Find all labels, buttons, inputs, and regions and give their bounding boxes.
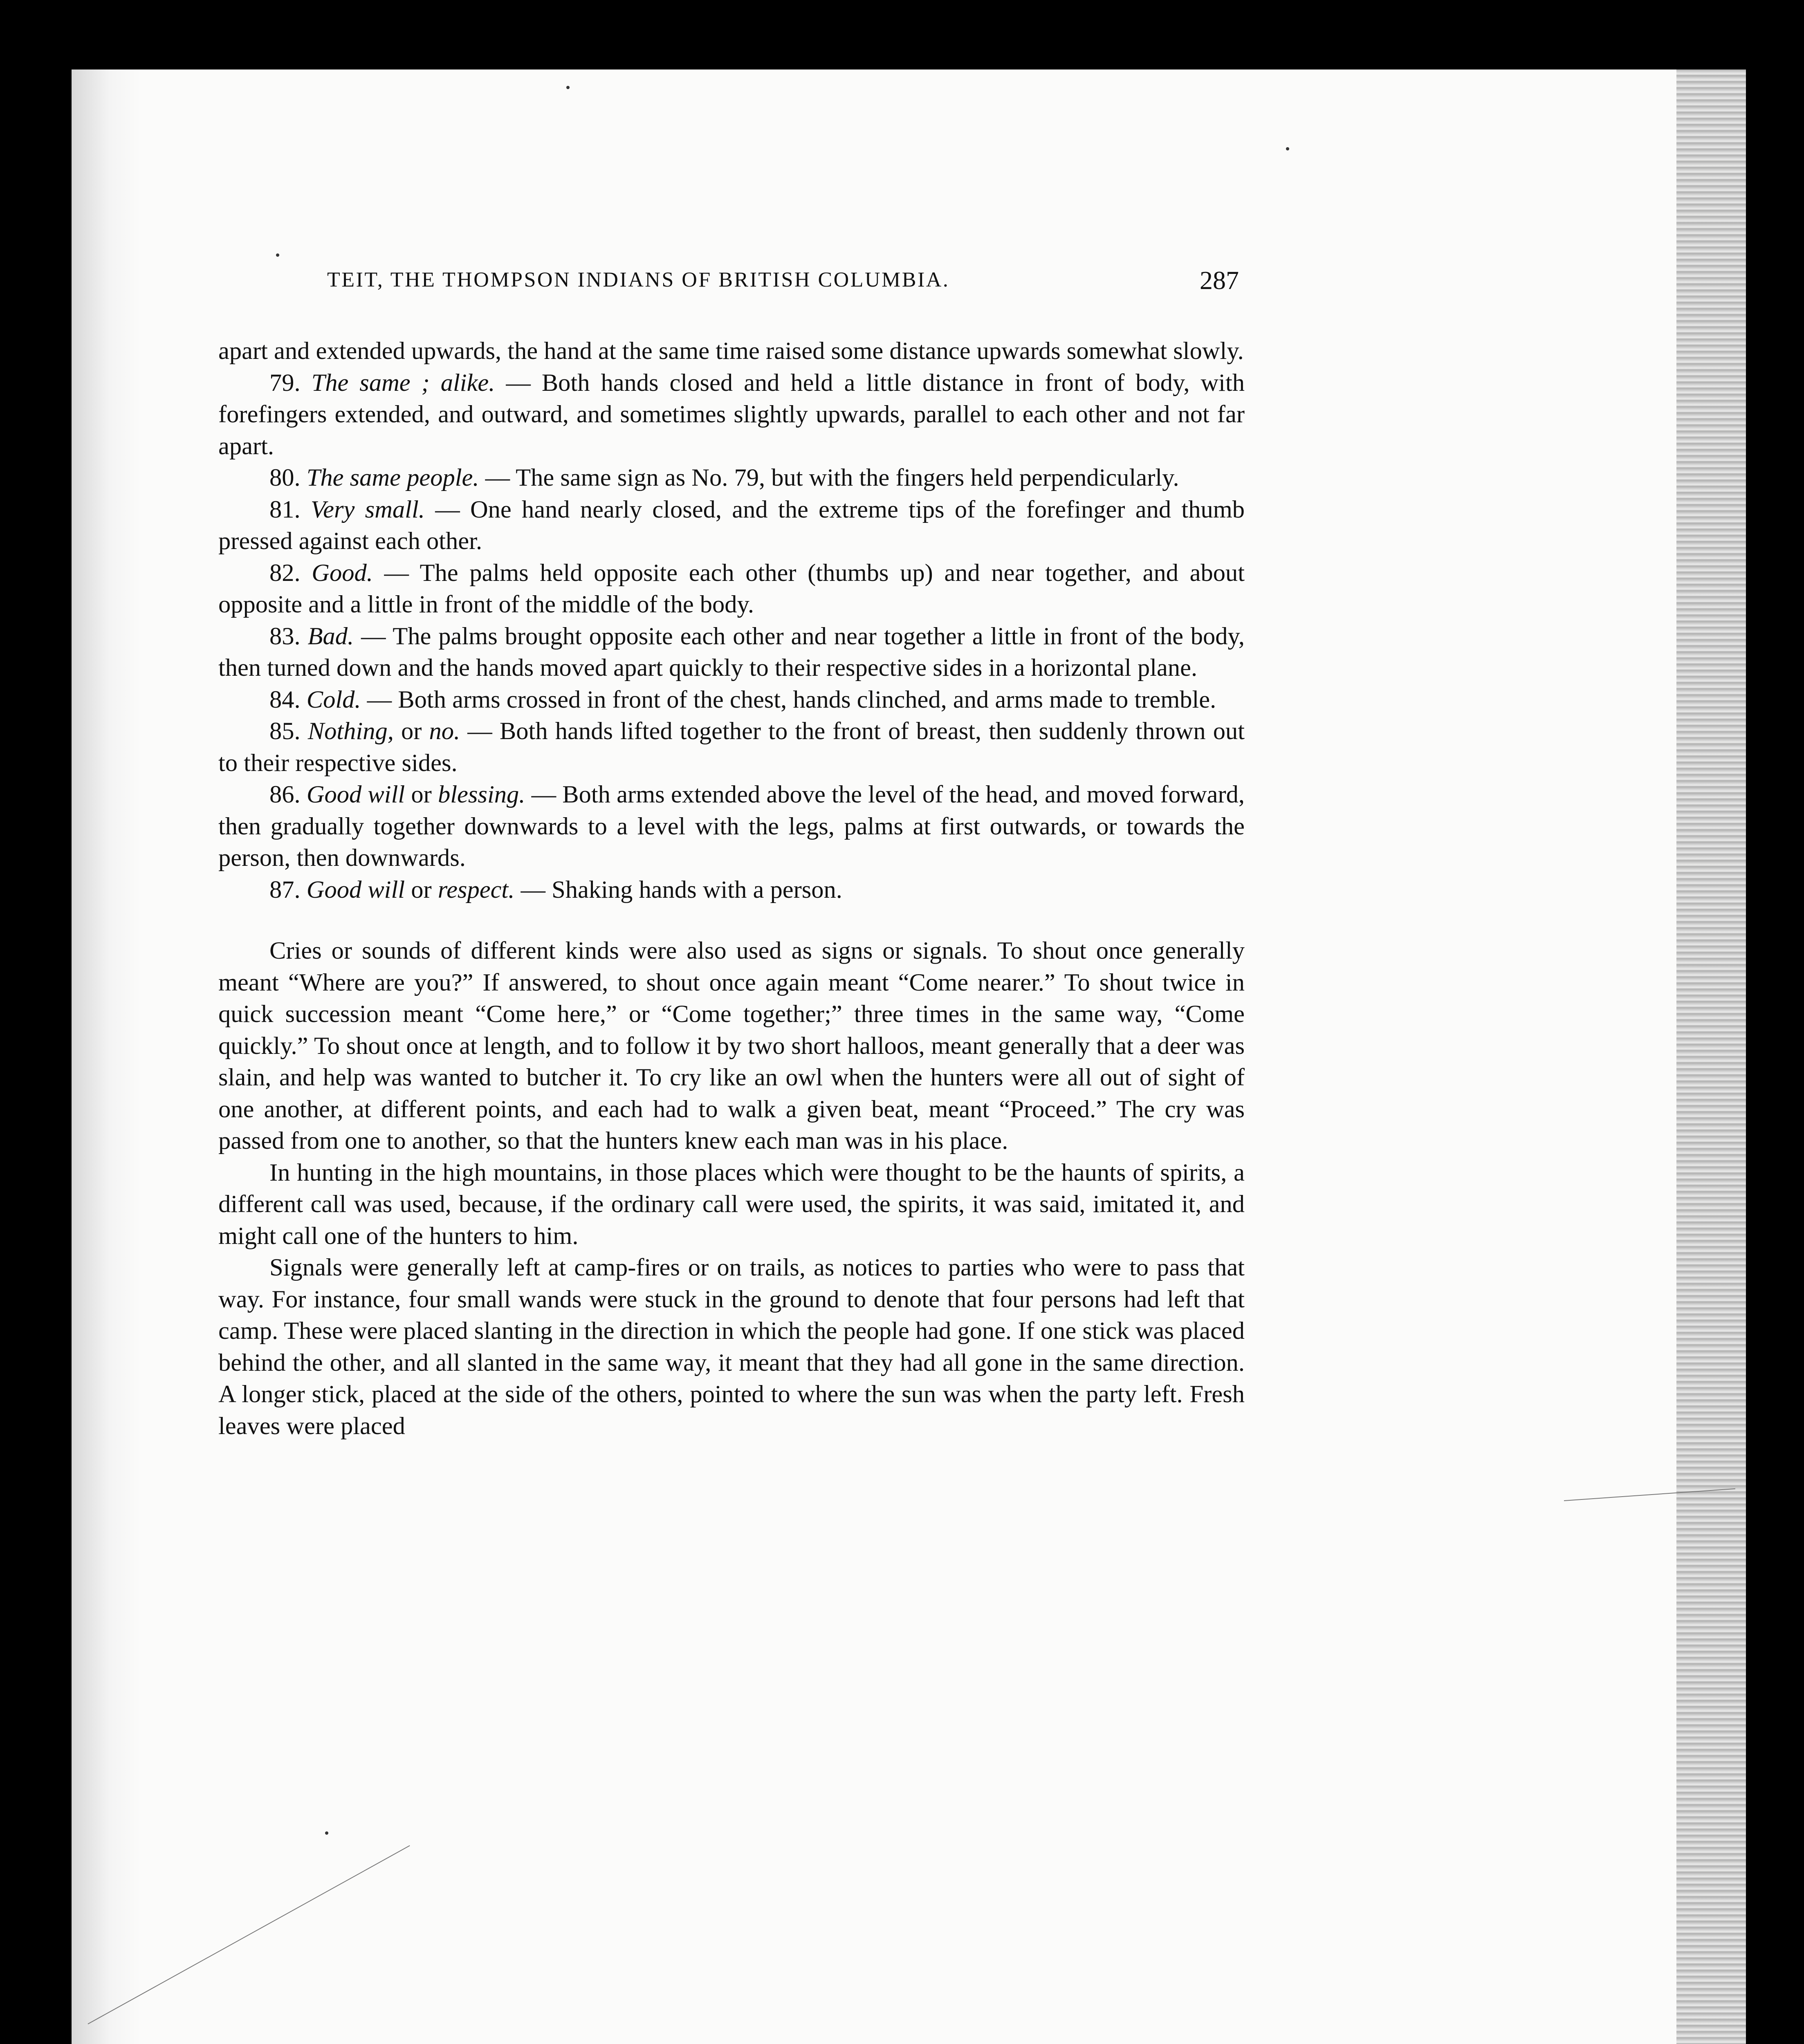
entry-title: Cold. bbox=[306, 686, 361, 713]
entry-number: 86. bbox=[269, 781, 301, 808]
paragraph-trail-signals: Signals were generally left at camp-fires or on trails, as notices to parties who were to pass that way. For instance, four small wands were stuck in the ground to denote that four persons had left that camp. These were placed slanting in the direction in which the people had gone. If one stick was placed behind the other, and all slanted in the same way, it meant that they had all gone in the same direction. A longer stick, placed at the side of the others, pointed to where the sun was when the party left. Fresh leaves were placed bbox=[218, 1254, 1245, 1440]
page-number: 287 bbox=[1200, 266, 1239, 295]
running-head-title: TEIT, THE THOMPSON INDIANS OF BRITISH COLUMBIA. bbox=[327, 268, 950, 291]
entry-title: Good. bbox=[312, 559, 373, 587]
entry-number: 85. bbox=[269, 717, 301, 745]
entry-text: — One hand nearly closed, and the extreme tips of the forefinger and thumb pressed against each other. bbox=[218, 495, 1245, 555]
entry-title-alt: blessing. bbox=[438, 781, 525, 808]
entry-text: — Both hands lifted together to the front of breast, then suddenly thrown out to their respective sides. bbox=[218, 717, 1245, 777]
entry-title-alt: respect. bbox=[438, 876, 515, 903]
entry-number: 83. bbox=[269, 622, 301, 650]
section-gap bbox=[218, 905, 1245, 935]
entry-text: — Shaking hands with a person. bbox=[521, 876, 842, 903]
entry-text: — The palms held opposite each other (thumbs up) and near together, and about opposite and a little in front of the middle of the body. bbox=[218, 559, 1245, 618]
entry-connector: or bbox=[405, 876, 438, 903]
entry-number: 82. bbox=[269, 559, 301, 587]
entry-text: — Both arms extended above the level of the head, and moved forward, then gradually together downwards to a level with the legs, palms at first outwards, or towards the person, then downwards. bbox=[218, 781, 1245, 872]
entry-text: — The same sign as No. 79, but with the fingers held perpendicularly. bbox=[485, 464, 1179, 491]
entry-number: 81. bbox=[269, 495, 301, 523]
scan-speck bbox=[276, 253, 279, 257]
entry-number: 84. bbox=[269, 686, 301, 713]
entry-text: — Both hands closed and held a little distance in front of body, with forefingers extended, and outward, and sometimes slightly upwards, parallel to each other and not far apart. bbox=[218, 369, 1245, 460]
entry-title: Very small. bbox=[310, 495, 425, 523]
scan-speck bbox=[325, 1831, 328, 1835]
sign-entry-84 bbox=[218, 684, 1245, 716]
entry-text: — Both arms crossed in front of the chest, hands clinched, and arms made to tremble. bbox=[367, 686, 1216, 713]
entry-number: 79. bbox=[269, 369, 301, 397]
paragraph-cries-signals: Cries or sounds of different kinds were also used as signs or signals. To shout once generally meant “Where are you?” If answered, to shout once again meant “Come nearer.” To shout twice in quick succession meant “Come here,” or “Come together;” three times in the same way, “Come quickly.” To shout once at length, and to follow it by two short halloos, meant generally that a deer was slain, and help was wanted to butcher it. To cry like an owl when the hunters were all out of sight of one another, at different points, and each had to walk a given beat, meant “Proceed.” The cry was passed from one to another, so that the hunters knew each man was in his place. bbox=[218, 937, 1245, 1154]
sign-entry-82 bbox=[218, 557, 1245, 621]
page-body-text bbox=[218, 335, 1245, 1442]
entry-title: The same people. bbox=[306, 464, 479, 491]
sign-entry-83 bbox=[218, 621, 1245, 684]
entry-title: The same ; alike. bbox=[311, 369, 495, 397]
entry-title: Good will bbox=[306, 781, 405, 808]
entry-title: Nothing, bbox=[307, 717, 394, 745]
entry-number: 87. bbox=[269, 876, 301, 903]
entry-title-alt: no. bbox=[429, 717, 460, 745]
sign-entry-87 bbox=[218, 874, 1245, 906]
entry-connector: or bbox=[405, 781, 438, 808]
entry-text: — The palms brought opposite each other and near together a little in front of the body, then turned down and the hands moved apart quickly to their respective sides in a horizontal plane. bbox=[218, 622, 1245, 681]
entry-title: Bad. bbox=[307, 622, 354, 650]
sign-entry-86 bbox=[218, 779, 1245, 874]
scan-speck bbox=[566, 86, 570, 89]
scan-speck bbox=[1286, 147, 1289, 150]
page-gutter-shadow bbox=[72, 69, 141, 2044]
sign-entry-80 bbox=[218, 462, 1245, 494]
paragraph-mountain-calls: In hunting in the high mountains, in those places which were thought to be the haunts of spirits, a different call was used, because, if the ordinary call were used, the spirits, it was said, imitated it, and might call one of the hunters to him. bbox=[218, 1159, 1245, 1250]
sign-entry-79 bbox=[218, 367, 1245, 462]
entry-number: 80. bbox=[269, 464, 301, 491]
running-header bbox=[327, 268, 1239, 305]
continuation-paragraph: apart and extended upwards, the hand at the same time raised some distance upwards somewhat slowly. bbox=[218, 337, 1244, 365]
entry-connector: or bbox=[393, 717, 429, 745]
sign-entry-85 bbox=[218, 715, 1245, 779]
page-edge-stack bbox=[1676, 69, 1746, 2044]
sign-entry-81 bbox=[218, 494, 1245, 557]
entry-title: Good will bbox=[306, 876, 405, 903]
